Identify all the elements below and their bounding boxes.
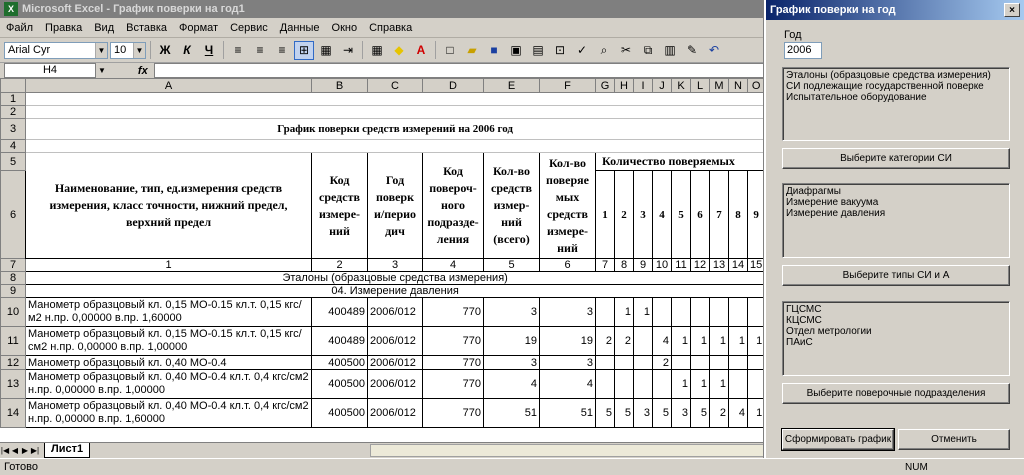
verified-count[interactable]: 19 <box>540 327 596 356</box>
total-count[interactable]: 4 <box>484 370 540 399</box>
window-title: Microsoft Excel - График поверки на год1 <box>22 3 245 15</box>
row-header[interactable]: 3 <box>1 119 26 140</box>
month-count[interactable] <box>672 298 691 327</box>
list-item[interactable]: Испытательное оборудование <box>786 92 927 103</box>
dialog-title: График поверки на год <box>770 4 896 16</box>
month-count[interactable] <box>729 356 748 370</box>
title-bar <box>0 0 770 18</box>
month-count[interactable]: 4 <box>653 327 672 356</box>
open-folder-icon[interactable]: ▰ <box>467 43 477 57</box>
list-item[interactable]: Измерение вакуума <box>786 197 879 208</box>
cancel-button[interactable]: Отменить <box>898 429 1010 450</box>
month-count[interactable]: 1 <box>729 327 748 356</box>
column-number[interactable]: 1 <box>26 259 312 272</box>
month-count[interactable] <box>653 298 672 327</box>
verification-year[interactable]: 2006/012 <box>368 399 423 428</box>
type-list[interactable] <box>782 183 1010 258</box>
menu-edit[interactable]: Правка <box>45 21 83 34</box>
instrument-name[interactable]: Манометр образцовый кл. 0,15 МО-0.15 кл.т. 0,15 кгс/см2 н.пр. 0,00000 в.пр. 1,00000 <box>26 327 312 356</box>
merge-center-icon[interactable]: ⊞ <box>294 41 314 60</box>
month-count[interactable] <box>729 370 748 399</box>
instrument-name[interactable]: Манометр образцовый кл. 0,40 МО-0.4 кл.т. 0,4 кгс/см2 н.пр. 0,00000 в.пр. 1,00000 <box>26 370 312 399</box>
status-text: Готово <box>4 461 38 473</box>
column-header[interactable]: J <box>653 79 672 93</box>
row-header[interactable]: 2 <box>1 106 26 119</box>
month-count[interactable]: 1 <box>710 327 729 356</box>
column-header[interactable]: L <box>691 79 710 93</box>
verification-year[interactable]: 2006/012 <box>368 327 423 356</box>
last-sheet-icon[interactable]: ▶| <box>30 445 40 455</box>
month-count[interactable] <box>710 356 729 370</box>
align-left-icon[interactable]: ≡ <box>234 43 242 57</box>
month-header[interactable]: 5 <box>672 171 691 259</box>
row-header[interactable]: 4 <box>1 140 26 153</box>
total-count[interactable]: 3 <box>484 356 540 370</box>
month-header[interactable]: 6 <box>691 171 710 259</box>
menu-bar <box>0 18 770 38</box>
header-name[interactable]: Наименование, тип, ед.измерения средств измерения, класс точности, нижний предел, верхний предел <box>26 153 312 259</box>
verified-count[interactable]: 51 <box>540 399 596 428</box>
month-header[interactable]: 7 <box>710 171 729 259</box>
month-header[interactable]: 2 <box>615 171 634 259</box>
column-number[interactable]: 9 <box>634 259 653 272</box>
indent-icon[interactable]: ⇥ <box>342 43 354 57</box>
select-divisions-button[interactable]: Выберите поверочные подразделения <box>782 383 1010 404</box>
instrument-code[interactable]: 400500 <box>312 370 368 399</box>
menu-view[interactable]: Вид <box>94 21 115 34</box>
underline-button[interactable]: Ч <box>204 43 214 57</box>
schedule-dialog <box>764 0 1024 458</box>
row-header[interactable]: 6 <box>1 171 26 259</box>
column-number[interactable]: 2 <box>312 259 368 272</box>
month-count[interactable]: 1 <box>615 298 634 327</box>
list-item[interactable]: Измерение давления <box>786 208 886 219</box>
spreadsheet-grid[interactable] <box>0 78 770 442</box>
toolbar-divider <box>150 41 151 59</box>
month-count[interactable]: 2 <box>710 399 729 428</box>
row-header[interactable]: 13 <box>1 370 26 399</box>
next-sheet-icon[interactable]: ▶ <box>21 445 29 455</box>
cell[interactable] <box>26 106 765 119</box>
column-number[interactable]: 5 <box>484 259 540 272</box>
function-icon[interactable]: fx <box>137 64 148 77</box>
column-header[interactable]: M <box>710 79 729 93</box>
menu-file[interactable]: Файл <box>6 21 34 34</box>
menu-format[interactable]: Формат <box>179 21 219 34</box>
list-item[interactable]: Отдел метрологии <box>786 326 872 337</box>
month-count[interactable]: 3 <box>634 399 653 428</box>
generate-schedule-button[interactable]: Сформировать график <box>782 429 894 450</box>
column-number[interactable]: 3 <box>368 259 423 272</box>
excel-app-icon: X <box>4 2 18 16</box>
month-count[interactable]: 1 <box>748 327 765 356</box>
currency-icon[interactable]: ▦ <box>320 43 332 57</box>
column-header[interactable]: N <box>729 79 748 93</box>
list-item[interactable]: Эталоны (образцовые средства измерения) <box>786 70 991 81</box>
category-list[interactable] <box>782 67 1010 141</box>
undo-icon[interactable]: ↶ <box>708 43 720 57</box>
month-count[interactable] <box>596 356 615 370</box>
column-number[interactable]: 13 <box>710 259 729 272</box>
list-item[interactable]: КЦСМС <box>786 315 822 326</box>
column-header[interactable]: K <box>672 79 691 93</box>
month-count[interactable]: 4 <box>729 399 748 428</box>
permission-icon[interactable]: ▣ <box>510 43 522 57</box>
month-header[interactable]: 3 <box>634 171 653 259</box>
column-header[interactable]: B <box>312 79 368 93</box>
column-header[interactable]: G <box>596 79 615 93</box>
italic-button[interactable]: К <box>183 43 191 57</box>
list-item[interactable]: СИ подлежащие государственной поверке <box>786 81 984 92</box>
month-header[interactable]: 4 <box>653 171 672 259</box>
verified-count[interactable]: 3 <box>540 298 596 327</box>
month-header[interactable]: 9 <box>748 171 765 259</box>
menu-data[interactable]: Данные <box>279 21 320 34</box>
month-count[interactable] <box>615 370 634 399</box>
month-count[interactable] <box>691 298 710 327</box>
month-count[interactable] <box>615 356 634 370</box>
month-count[interactable]: 2 <box>615 327 634 356</box>
month-count[interactable]: 1 <box>691 370 710 399</box>
row-header[interactable]: 12 <box>1 356 26 370</box>
month-count[interactable]: 1 <box>748 399 765 428</box>
row-header[interactable]: 8 <box>1 272 26 285</box>
sheet-tabs-bar <box>0 442 770 457</box>
month-count[interactable] <box>691 356 710 370</box>
row-header[interactable]: 11 <box>1 327 26 356</box>
header-year[interactable]: Год поверк и/перио дич <box>368 153 423 259</box>
month-count[interactable]: 5 <box>691 399 710 428</box>
menu-tools[interactable]: Сервис <box>230 21 268 34</box>
column-number[interactable]: 15 <box>748 259 765 272</box>
borders-icon[interactable]: ▦ <box>371 43 383 57</box>
header-code[interactable]: Код средств измере-ний <box>312 153 368 259</box>
new-file-icon[interactable]: □ <box>446 43 454 57</box>
month-count[interactable]: 3 <box>672 399 691 428</box>
section-label[interactable]: Эталоны (образцовые средства измерения) <box>26 272 765 285</box>
row-header[interactable]: 9 <box>1 285 26 298</box>
sheet-tab[interactable]: Лист1 <box>44 443 90 458</box>
row-header[interactable]: 5 <box>1 153 26 171</box>
verified-count[interactable]: 3 <box>540 356 596 370</box>
chevron-down-icon[interactable]: ▼ <box>133 43 145 58</box>
month-header[interactable]: 8 <box>729 171 748 259</box>
month-count[interactable]: 1 <box>672 370 691 399</box>
column-header[interactable]: D <box>423 79 484 93</box>
month-count[interactable] <box>710 298 729 327</box>
fill-color-icon[interactable]: ◆ <box>394 43 404 57</box>
month-count[interactable] <box>634 327 653 356</box>
cell[interactable] <box>26 93 765 106</box>
header-months[interactable]: Количество поверяемых <box>596 153 765 171</box>
column-number[interactable]: 7 <box>596 259 615 272</box>
row-header[interactable]: 10 <box>1 298 26 327</box>
formula-bar <box>0 62 770 78</box>
num-lock-indicator: NUM <box>905 461 928 473</box>
month-count[interactable]: 5 <box>596 399 615 428</box>
month-count[interactable]: 1 <box>691 327 710 356</box>
total-count[interactable]: 51 <box>484 399 540 428</box>
month-count[interactable] <box>748 370 765 399</box>
header-total[interactable]: Кол-во средств измер-ний (всего) <box>484 153 540 259</box>
cut-icon[interactable]: ✂ <box>620 43 632 57</box>
copy-icon[interactable]: ⧉ <box>643 42 653 57</box>
font-size-select[interactable]: 10 ▼ <box>110 42 146 59</box>
list-item[interactable]: ГЦСМС <box>786 304 822 315</box>
month-count[interactable] <box>748 298 765 327</box>
toolbar-divider <box>223 41 224 59</box>
align-right-icon[interactable]: ≡ <box>278 43 286 57</box>
menu-window[interactable]: Окно <box>331 21 358 34</box>
division-list[interactable] <box>782 301 1010 376</box>
division-code[interactable]: 770 <box>423 370 484 399</box>
instrument-code[interactable]: 400489 <box>312 298 368 327</box>
paste-icon[interactable]: ▥ <box>664 43 676 57</box>
month-count[interactable] <box>634 356 653 370</box>
year-input[interactable]: 2006 <box>784 42 822 59</box>
division-code[interactable]: 770 <box>423 399 484 428</box>
month-count[interactable]: 1 <box>634 298 653 327</box>
first-sheet-icon[interactable]: |◀ <box>0 445 10 455</box>
month-count[interactable] <box>634 370 653 399</box>
instrument-code[interactable]: 400489 <box>312 327 368 356</box>
verified-count[interactable]: 4 <box>540 370 596 399</box>
division-code[interactable]: 770 <box>423 356 484 370</box>
month-count[interactable] <box>596 298 615 327</box>
month-header[interactable]: 1 <box>596 171 615 259</box>
verification-year[interactable]: 2006/012 <box>368 356 423 370</box>
month-count[interactable] <box>672 356 691 370</box>
column-header[interactable]: E <box>484 79 540 93</box>
close-icon[interactable]: × <box>1004 3 1020 17</box>
column-header[interactable]: C <box>368 79 423 93</box>
column-number[interactable]: 14 <box>729 259 748 272</box>
column-header[interactable]: F <box>540 79 596 93</box>
instrument-name[interactable]: Манометр образцовый кл. 0,40 МО-0.4 кл.т. 0,4 кгс/см2 н.пр. 0,00000 в.пр. 1,60000 <box>26 399 312 428</box>
select-all-corner[interactable] <box>1 79 26 93</box>
column-number[interactable]: 12 <box>691 259 710 272</box>
font-name-select[interactable]: Arial Cyr ▼ <box>4 42 108 59</box>
header-verified[interactable]: Кол-во поверяе мых средств измере-ний <box>540 153 596 259</box>
research-icon[interactable]: ⌕ <box>600 42 608 57</box>
spelling-icon[interactable]: ✓ <box>576 43 588 57</box>
select-categories-button[interactable]: Выберите категории СИ <box>782 148 1010 169</box>
align-center-icon[interactable]: ≡ <box>256 43 264 57</box>
column-header[interactable]: O <box>748 79 765 93</box>
row-header[interactable]: 7 <box>1 259 26 272</box>
column-number[interactable]: 11 <box>672 259 691 272</box>
verification-year[interactable]: 2006/012 <box>368 370 423 399</box>
format-painter-icon[interactable]: ✎ <box>686 43 698 57</box>
instrument-code[interactable]: 400500 <box>312 399 368 428</box>
instrument-code[interactable]: 400500 <box>312 356 368 370</box>
instrument-name[interactable]: Манометр образцовый кл. 0,15 МО-0.15 кл.т. 0,15 кгс/м2 н.пр. 0,00000 в.пр. 1,60000 <box>26 298 312 327</box>
verification-year[interactable]: 2006/012 <box>368 298 423 327</box>
column-header[interactable]: H <box>615 79 634 93</box>
month-count[interactable]: 5 <box>615 399 634 428</box>
list-item[interactable]: ПАиС <box>786 337 813 348</box>
column-number[interactable]: 8 <box>615 259 634 272</box>
total-count[interactable]: 3 <box>484 298 540 327</box>
month-count[interactable]: 1 <box>672 327 691 356</box>
formatting-toolbar <box>0 39 770 61</box>
month-count[interactable]: 2 <box>653 356 672 370</box>
header-division[interactable]: Код повероч-ного подразде-ления <box>423 153 484 259</box>
column-header[interactable]: I <box>634 79 653 93</box>
sheet-table <box>0 78 765 428</box>
column-number[interactable]: 4 <box>423 259 484 272</box>
chevron-down-icon[interactable]: ▼ <box>98 66 106 75</box>
month-count[interactable]: 1 <box>710 370 729 399</box>
year-label: Год <box>784 29 802 41</box>
month-count[interactable] <box>596 370 615 399</box>
toolbar-divider <box>435 41 436 59</box>
save-icon[interactable]: ■ <box>490 43 498 57</box>
dialog-title-bar <box>766 0 1024 20</box>
horizontal-scrollbar[interactable] <box>370 444 770 457</box>
print-icon[interactable]: ▤ <box>532 43 544 57</box>
month-count[interactable]: 2 <box>596 327 615 356</box>
toolbar-divider <box>362 41 363 59</box>
print-preview-icon[interactable]: ⊡ <box>554 43 566 57</box>
formula-input[interactable] <box>154 63 770 78</box>
list-item[interactable]: Диафрагмы <box>786 186 841 197</box>
font-color-icon[interactable]: A <box>416 43 426 57</box>
select-types-button[interactable]: Выберите типы СИ и А <box>782 265 1010 286</box>
prev-sheet-icon[interactable]: ◀ <box>11 445 19 455</box>
column-number[interactable]: 10 <box>653 259 672 272</box>
instrument-name[interactable]: Манометр образцовый кл. 0,40 МО-0.4 <box>26 356 312 370</box>
column-number[interactable]: 6 <box>540 259 596 272</box>
status-bar <box>0 458 1024 475</box>
chevron-down-icon[interactable]: ▼ <box>95 43 107 58</box>
month-count[interactable] <box>653 370 672 399</box>
column-header[interactable]: A <box>26 79 312 93</box>
section-label[interactable]: 04. Измерение давления <box>26 285 765 298</box>
month-count[interactable] <box>748 356 765 370</box>
division-code[interactable]: 770 <box>423 327 484 356</box>
row-header[interactable]: 1 <box>1 93 26 106</box>
bold-button[interactable]: Ж <box>159 43 171 57</box>
month-count[interactable]: 5 <box>653 399 672 428</box>
menu-insert[interactable]: Вставка <box>126 21 168 34</box>
menu-help[interactable]: Справка <box>369 21 413 34</box>
total-count[interactable]: 19 <box>484 327 540 356</box>
division-code[interactable]: 770 <box>423 298 484 327</box>
row-header[interactable]: 14 <box>1 399 26 428</box>
cell[interactable] <box>26 140 765 153</box>
name-box[interactable]: H4 <box>4 63 96 78</box>
month-count[interactable] <box>729 298 748 327</box>
report-title[interactable]: График поверки средств измерений на 2006 год <box>26 119 765 140</box>
